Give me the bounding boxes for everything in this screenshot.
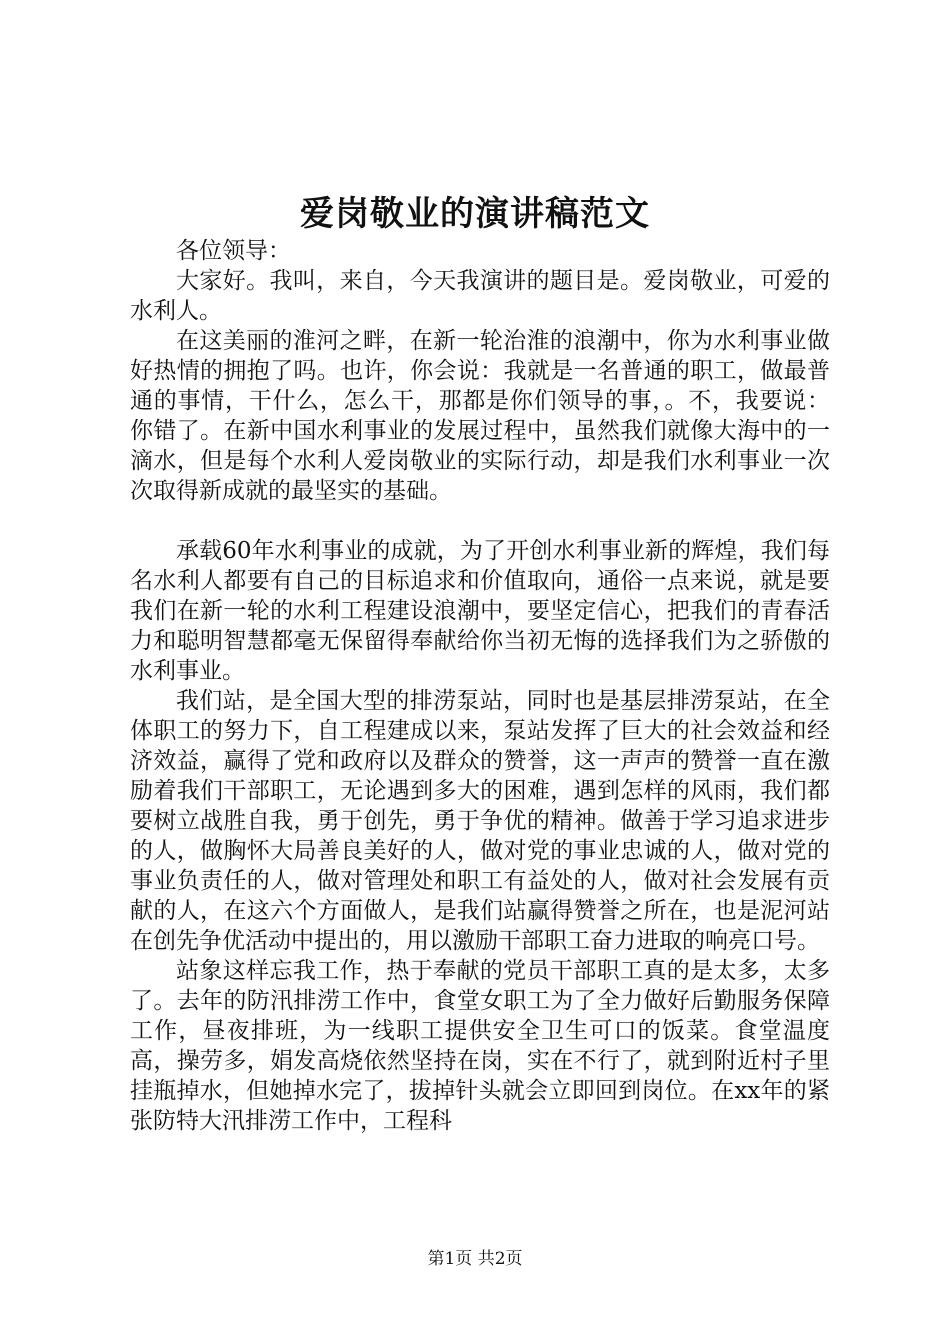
page-number-footer: 第1页 共2页 [427, 1249, 523, 1269]
paragraph-4: 我们站，是全国大型的排涝泵站，同时也是基层排涝泵站，在全体职工的努力下，自工程建成以来，泵站发挥了巨大的社会效益和经济效益，赢得了党和政府以及群众的赞誉，这一声声的赞誉一直在激励着我们干部职工，无论遇到多大的困难，遇到怎样的风雨，我们都要树立战胜自我，勇于创先，勇于争优的精神。做善于学习追求进步的人，做胸怀大局善良美好的人，做对党的事业忠诚的人，做对党的事业负责任的人，做对管理处和职工有益处的人，做对社会发展有贡献的人，在这六个方面做人，是我们站赢得赞誉之所在，也是泥河站在创先争优活动中提出的，用以激励干部职工奋力进取的响亮口号。 [130, 688, 830, 954]
document-body [130, 236, 830, 1136]
paragraph-3: 承载60年水利事业的成就，为了开创水利事业新的辉煌，我们每名水利人都要有自己的目标追求和价值取向，通俗一点来说，就是要我们在新一轮的水利工程建设浪潮中，要坚定信心，把我们的青春活力和聪明智慧都毫无保留得奉献给你当初无悔的选择我们为之骄傲的水利事业。 [130, 538, 830, 684]
salutation: 各位领导： [176, 238, 291, 264]
document-title: 爱岗敬业的演讲稿范文 [300, 194, 650, 234]
paragraph-1: 大家好。我叫，来自，今天我演讲的题目是。爱岗敬业，可爱的水利人。 [130, 268, 830, 324]
paragraph-2: 在这美丽的淮河之畔，在新一轮治淮的浪潮中，你为水利事业做好热情的拥抱了吗。也许，你会说：我就是一名普通的职工，做最普通的事情，干什么，怎么干，那都是你们领导的事，。不，我要说：你错了。在新中国水利事业的发展过程中，虽然我们就像大海中的一滴水，但是每个水利人爱岗敬业的实际行动，却是我们水利事业一次次取得新成就的最坚实的基础。 [130, 328, 830, 504]
paragraph-5: 站象这样忘我工作，热于奉献的党员干部职工真的是太多，太多了。去年的防汛排涝工作中，食堂女职工为了全力做好后勤服务保障工作，昼夜排班，为一线职工提供安全卫生可口的饭菜。食堂温度高，操劳多，娟发高烧依然坚持在岗，实在不行了，就到附近村子里挂瓶掉水，但她掉水完了，拔掉针头就会立即回到岗位。在xx年的紧张防特大汛排涝工作中，工程科 [130, 958, 830, 1134]
